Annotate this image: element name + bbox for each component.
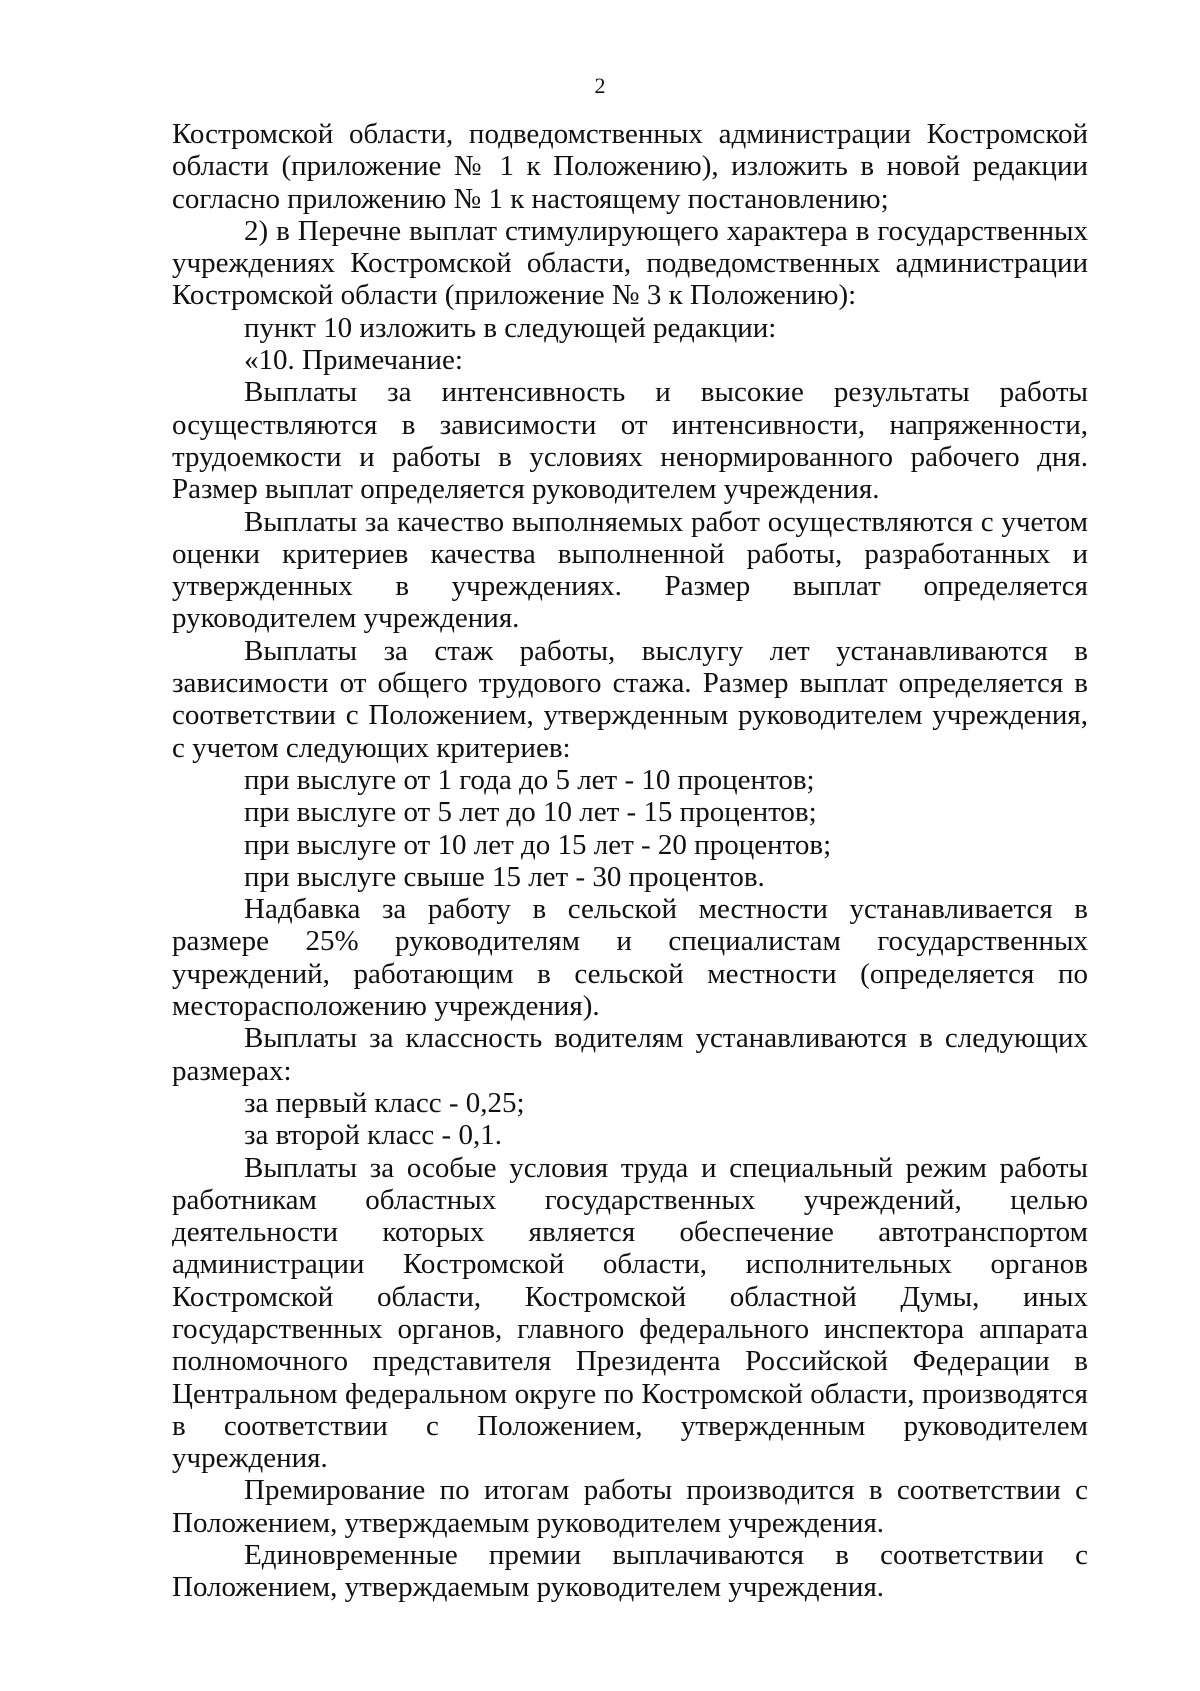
paragraph: при выслуге от 5 лет до 10 лет - 15 процентов; (244, 796, 817, 829)
paragraph: Выплаты за особые условия труда и специальный режим работы работникам областных государственных учреждений, целью деятельности которых является обеспечение автотранспортом администрации Костромской области, исполнительных органов Костромской области, Костромской областной Думы, иных государственных органов, главного федерального инспектора аппарата полномочного представителя Президента Российской Федерации в Центральном федеральном округе по Костромской области, производятся в соответствии с Положением, утвержденным руководителем учреждения. (172, 1151, 1088, 1475)
paragraph: при выслуге свыше 15 лет - 30 процентов. (244, 860, 765, 893)
paragraph: Надбавка за работу в сельской местности устанавливается в размере 25% руководителям и специалистам государственных учреждений, работающим в сельской местности (определяется по месторасположению учреждения). (172, 893, 1088, 1023)
paragraph: пункт 10 изложить в следующей редакции: (244, 311, 777, 344)
paragraph: Костромской области, подведомственных администрации Костромской области (приложение № 1 к Положению), изложить в новой редакции согласно приложению № 1 к настоящему постановлению; (172, 118, 1088, 215)
paragraph: при выслуге от 1 года до 5 лет - 10 процентов; (244, 763, 815, 796)
paragraph: «10. Примечание: (244, 344, 463, 377)
page-number: 2 (594, 73, 606, 98)
paragraph: Единовременные премии выплачиваются в соответствии с Положением, утверждаемым руководителем учреждения. (172, 1539, 1088, 1604)
paragraph: Премирование по итогам работы производится в соответствии с Положением, утверждаемым руководителем учреждения. (172, 1474, 1088, 1539)
paragraph: за второй класс - 0,1. (244, 1119, 502, 1152)
paragraph: при выслуге от 10 лет до 15 лет - 20 процентов; (244, 828, 832, 861)
paragraph: 2) в Перечне выплат стимулирующего характера в государственных учреждениях Костромской области, подведомственных администрации Костромской области (приложение № 3 к Положению): (172, 214, 1088, 312)
paragraph: Выплаты за классность водителям устанавливаются в следующих размерах: (172, 1022, 1088, 1087)
paragraph: Выплаты за стаж работы, выслугу лет устанавливаются в зависимости от общего трудового стажа. Размер выплат определяется в соответствии с Положением, утвержденным руководителем учреждения, с учетом следующих критериев: (172, 634, 1088, 764)
paragraph: за первый класс - 0,25; (244, 1086, 525, 1119)
document-body (172, 118, 1088, 1604)
paragraph: Выплаты за интенсивность и высокие результаты работы осуществляются в зависимости от интенсивности, напряженности, трудоемкости и работы в условиях ненормированного рабочего дня. Размер выплат определяется руководителем учреждения. (172, 376, 1088, 506)
paragraph: Выплаты за качество выполняемых работ осуществляются с учетом оценки критериев качества выполненной работы, разработанных и утвержденных в учреждениях. Размер выплат определяется руководителем учреждения. (172, 505, 1088, 635)
